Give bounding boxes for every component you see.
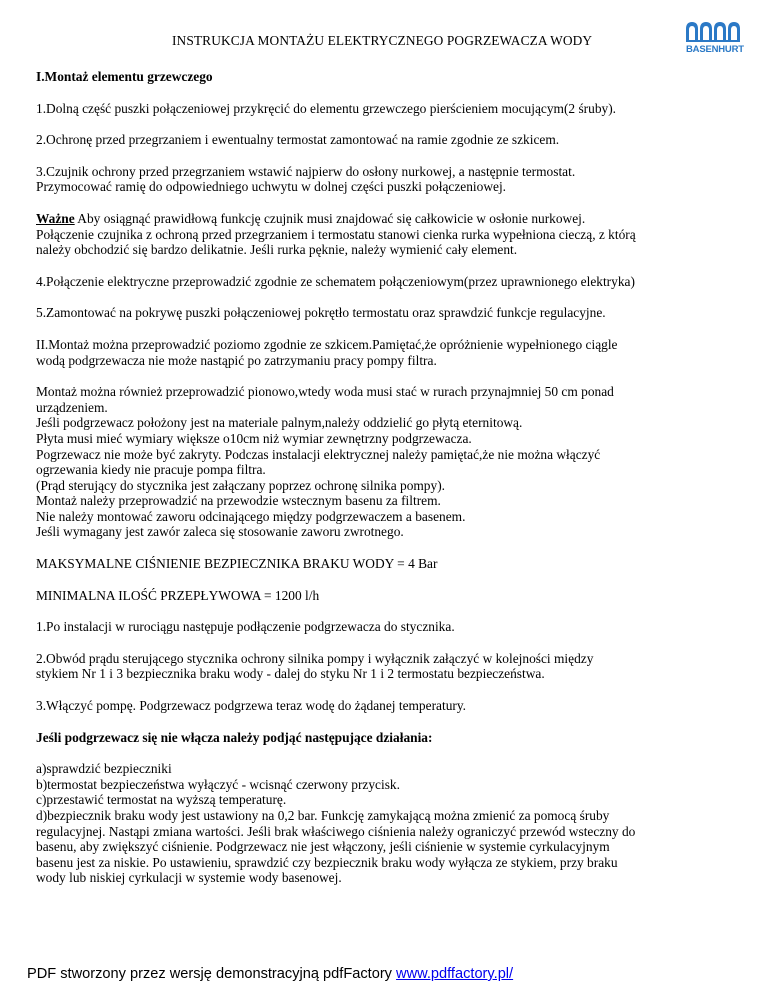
troubleshooting-line: basenu jest za niskie. Po ustawieniu, sprawdzić czy bezpiecznik braku wody wyłącza ze stykiem, przy braku — [36, 854, 618, 870]
basenhurt-logo — [684, 20, 742, 62]
section-2-para-line: ogrzewania kiedy nie pracuje pompa filtra. — [36, 462, 266, 478]
section-3-step-2-line-2: stykiem Nr 1 i 3 bezpiecznika braku wody - dalej do styku Nr 1 i 2 termostatu bezpieczeństwa. — [36, 666, 545, 682]
troubleshooting-line: a)sprawdzić bezpieczniki — [36, 761, 172, 777]
section-3-step-2-line-1: 2.Obwód prądu sterującego stycznika ochrony silnika pompy i wyłącznik załączyć w kolejności między — [36, 650, 594, 666]
document-body — [36, 69, 736, 886]
section-2-para-line: urządzeniem. — [36, 399, 108, 415]
troubleshooting-line: basenu, aby zwiększyć ciśnienie. Podgrzewacz nie jest włączony, jeśli ciśnienie w systemie cyrkulacyjnym — [36, 839, 610, 855]
troubleshooting-line: c)przestawić termostat na wyższą temperaturę. — [36, 792, 287, 808]
troubleshooting-line: d)bezpiecznik braku wody jest ustawiony na 0,2 bar. Funkcję zamykającą można zmienić za pomocą śruby — [36, 808, 610, 823]
document-title: INSTRUKCJA MONTAŻU ELEKTRYCZNEGO POGRZEWACZA WODY — [172, 33, 593, 48]
section-2-para-line: Montaż można również przeprowadzić pionowo,wtedy woda musi stać w rurach przynajmniej 50 cm ponad — [36, 384, 614, 400]
section-2-para-line: Pogrzewacz nie może być zakryty. Podczas instalacji elektrycznej należy pamiętać,że nie można włączyć — [36, 446, 601, 462]
min-flow-spec: MINIMALNA ILOŚĆ PRZEPŁYWOWA = 1200 l/h — [36, 587, 320, 603]
section-1-step-2: 2.Ochronę przed przegrzaniem i ewentualny termostat zamontować na ramie zgodnie ze szkicem. — [36, 132, 560, 148]
troubleshooting-line: regulacyjnej. Nastąpi zmiana wartości. Jeśli brak właściwego ciśnienia należy ograniczyć przewód wsteczny do — [36, 823, 636, 839]
section-3-step-3: 3.Włączyć pompę. Podgrzewacz podgrzewa teraz wodę do żądanej temperatury. — [36, 698, 467, 714]
troubleshooting-title: Jeśli podgrzewacz się nie włącza należy podjąć następujące działania: — [36, 729, 433, 745]
pdf-footer — [27, 966, 513, 982]
section-1-title: I.Montaż elementu grzewczego — [36, 69, 213, 84]
section-2-para-line: (Prąd sterujący do stycznika jest załączany poprzez ochronę silnika pompy). — [36, 477, 446, 493]
section-2-para-line: Jeśli wymagany jest zawór zaleca się stosowanie zaworu zwrotnego. — [36, 524, 404, 540]
section-1-step-3-line-2: Przymocować ramię do odpowiedniego uchwytu w dolnej części puszki połączeniowej. — [36, 179, 507, 195]
section-1-step-4: 4.Połączenie elektryczne przeprowadzić zgodnie ze schematem połączeniowym(przez uprawnionego elektryka) — [36, 273, 635, 289]
logo-text: BASENHURT — [686, 44, 744, 55]
section-2-line-2: wodą podgrzewacza nie może nastąpić po zatrzymaniu pracy pompy filtra. — [36, 352, 437, 368]
footer-text: PDF stworzony przez wersję demonstracyjną pdfFactory — [27, 966, 397, 982]
section-2-para-line: Nie należy montować zaworu odcinającego między podgrzewaczem a basenem. — [36, 508, 466, 524]
important-note-line-3: należy obchodzić się bardzo delikatnie. Jeśli rurka pęknie, należy wymienić cały element. — [36, 242, 518, 258]
section-2-line-1: II.Montaż można przeprowadzić poziomo zgodnie ze szkicem.Pamiętać,że opróżnienie wypełnionego ciągle — [36, 336, 618, 352]
important-text: Aby osiągnąć prawidłową funkcję czujnik musi znajdować się całkowicie w osłonie nurkowej. — [74, 210, 586, 226]
section-1-step-3-line-1: 3.Czujnik ochrony przed przegrzaniem wstawić najpierw do osłony nurkowej, a następnie termostat. — [36, 163, 576, 179]
max-pressure-spec: MAKSYMALNE CIŚNIENIE BEZPIECZNIKA BRAKU WODY = 4 Bar — [36, 556, 438, 572]
troubleshooting-line: b)termostat bezpieczeństwa wyłączyć - wcisnąć czerwony przycisk. — [36, 776, 400, 792]
pdffactory-link[interactable]: www.pdffactory.pl/ — [396, 966, 514, 982]
section-2-para-line: Jeśli podgrzewacz położony jest na materiale palnym,należy oddzielić go płytą eternitową. — [36, 415, 523, 431]
section-1-step-5: 5.Zamontować na pokrywę puszki połączeniowej pokrętło termostatu oraz sprawdzić funkcje regulacyjne. — [36, 305, 606, 321]
section-2-para-line: Płyta musi mieć wymiary większe o10cm niż wymiar zewnętrzny podgrzewacza. — [36, 430, 472, 446]
section-3-step-1: 1.Po instalacji w rurociągu następuje podłączenie podgrzewacza do stycznika. — [36, 619, 455, 635]
section-1-step-1: 1.Dolną część puszki połączeniowej przykręcić do elementu grzewczego pierścieniem mocującym(2 śruby). — [36, 100, 617, 116]
important-label: Ważne — [36, 210, 75, 226]
troubleshooting-line: wody lub niskiej cyrkulacji w systemie wody basenowej. — [36, 870, 342, 886]
important-note-line-2: Połączenie czujnika z ochroną przed przegrzaniem i termostatu stanowi cienka rurka wypełniona cieczą, z którą — [36, 226, 636, 242]
important-note-line-1 — [36, 211, 736, 227]
section-2-para-line: Montaż należy przeprowadzić na przewodzie wstecznym basenu za filtrem. — [36, 493, 441, 509]
